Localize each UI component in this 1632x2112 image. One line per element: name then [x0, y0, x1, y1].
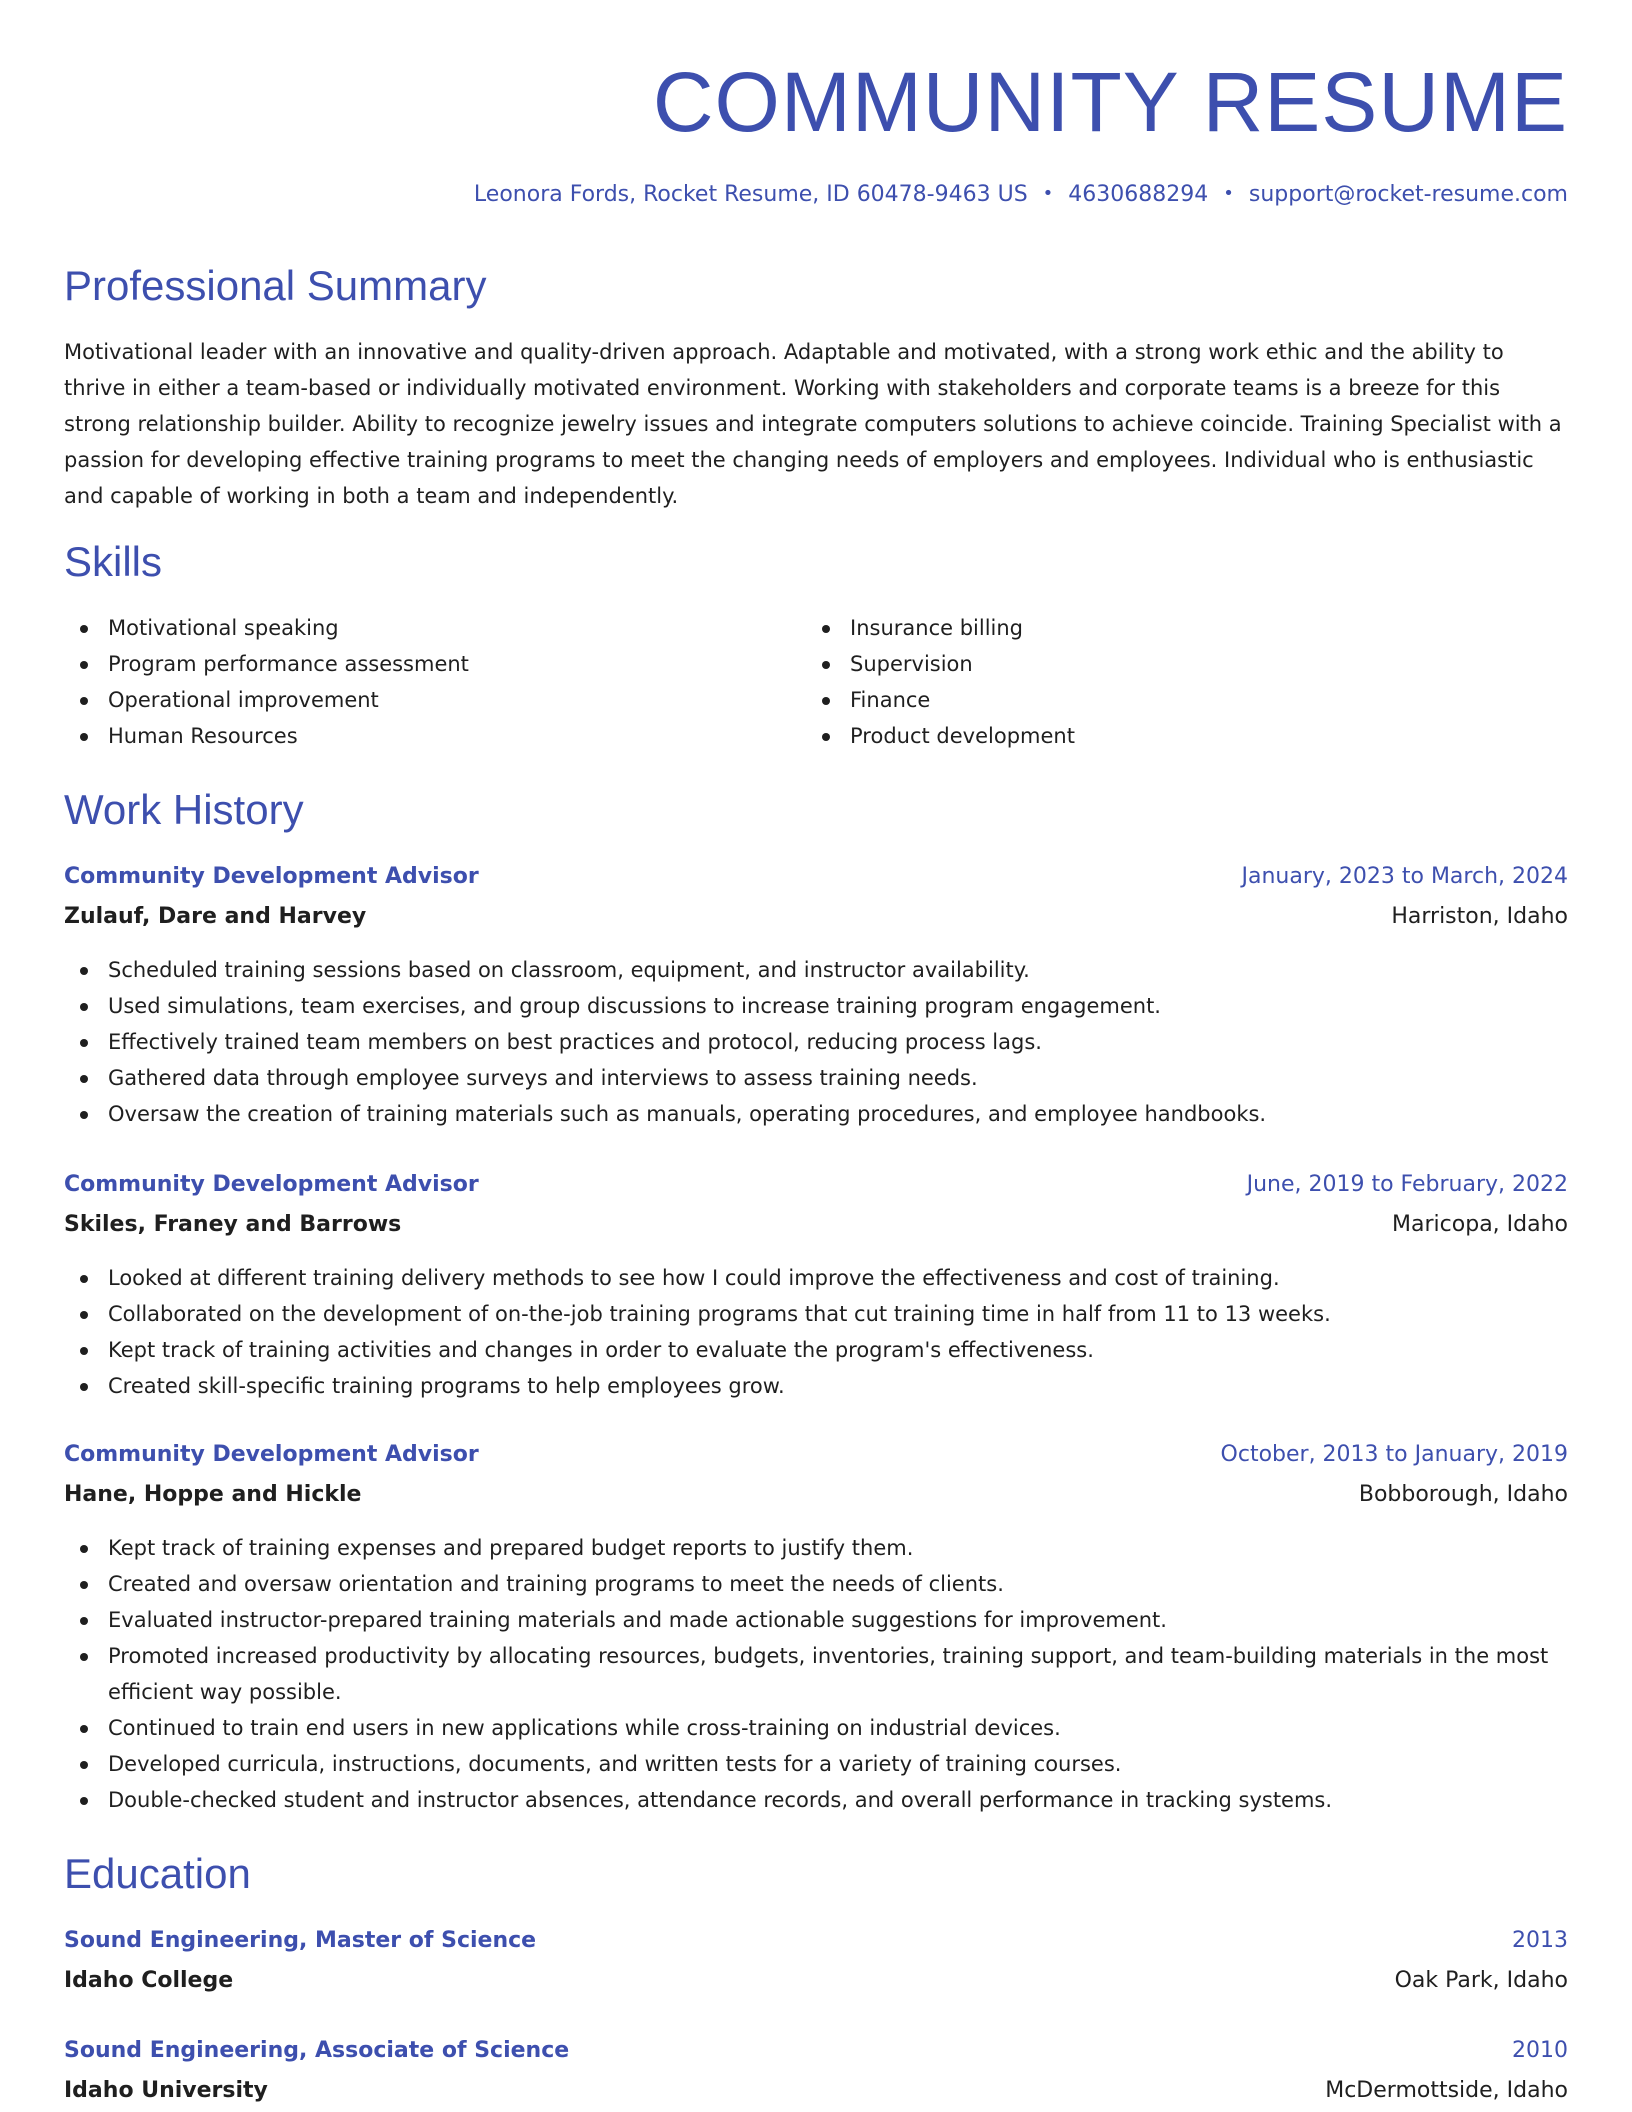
job-bullet: Collaborated on the development of on-the-job training programs that cut training time in half from 11 to 13 weeks. — [64, 1296, 1331, 1332]
job-bullet: Oversaw the creation of training materials such as manuals, operating procedures, and employee handbooks. — [64, 1096, 1266, 1132]
separator-dot: • — [1042, 183, 1054, 204]
job-company: Hane, Hoppe and Hickle — [64, 1482, 362, 1507]
degree-year: 2010 — [1512, 2038, 1568, 2063]
job-location: Bobborough, Idaho — [1358, 1482, 1568, 1507]
job-bullet: Effectively trained team members on best practices and protocol, reducing process lags. — [64, 1024, 1266, 1060]
skill-item: Supervision — [806, 646, 1075, 682]
job-dates: January, 2023 to March, 2024 — [1241, 864, 1568, 889]
job-title: Community Development Advisor — [64, 864, 479, 889]
job-bullet: Continued to train end users in new applications while cross-training on industrial devices. — [64, 1710, 1568, 1746]
job-bullet: Scheduled training sessions based on classroom, equipment, and instructor availability. — [64, 952, 1266, 988]
job-company: Zulauf, Dare and Harvey — [64, 904, 367, 929]
job-bullet: Double-checked student and instructor absences, attendance records, and overall performance in tracking systems. — [64, 1782, 1568, 1818]
job-bullet: Kept track of training activities and changes in order to evaluate the program's effectiveness. — [64, 1332, 1331, 1368]
skill-item: Finance — [806, 682, 1075, 718]
summary-text: Motivational leader with an innovative and quality-driven approach. Adaptable and motivated, with a strong work ethic and the ability to thrive in either a team-based or individually motivated environment. Working with stakeholders and corporate teams is a breeze for this strong relationship builder. Ability to recognize jewelry issues and integrate computers solutions to achieve coincide. Training Specialist with a passion for developing effective training programs to meet the changing needs of employers and employees. Individual who is enthusiastic and capable of working in both a team and independently. — [64, 340, 1562, 508]
skill-item: Human Resources — [64, 718, 469, 754]
skills-list-left — [64, 610, 469, 754]
job-bullet: Created and oversaw orientation and training programs to meet the needs of clients. — [64, 1566, 1568, 1602]
job-title: Community Development Advisor — [64, 1172, 479, 1197]
school-name: Idaho College — [64, 1968, 234, 1993]
job-bullet: Kept track of training expenses and prepared budget reports to justify them. — [64, 1530, 1568, 1566]
contact-line — [474, 182, 1568, 207]
job-bullet: Evaluated instructor-prepared training materials and made actionable suggestions for improvement. — [64, 1602, 1568, 1638]
separator-dot: • — [1223, 183, 1234, 204]
job-dates: October, 2013 to January, 2019 — [1220, 1442, 1568, 1467]
job-bullet: Looked at different training delivery methods to see how I could improve the effectiveness and cost of training. — [64, 1260, 1331, 1296]
education-heading: Education — [64, 1850, 251, 1897]
contact-phone: 4630688294 — [1068, 182, 1209, 207]
skills-heading: Skills — [64, 538, 163, 585]
job-title: Community Development Advisor — [64, 1442, 479, 1467]
degree-title: Sound Engineering, Associate of Science — [64, 2038, 570, 2063]
contact-email[interactable]: support@rocket-resume.com — [1248, 182, 1568, 207]
skill-item: Motivational speaking — [64, 610, 469, 646]
degree-year: 2013 — [1512, 1928, 1568, 1953]
job-bullet: Gathered data through employee surveys and interviews to assess training needs. — [64, 1060, 1266, 1096]
skill-item: Product development — [806, 718, 1075, 754]
resume-title: COMMUNITY RESUME — [652, 55, 1568, 149]
job-bullet: Developed curricula, instructions, documents, and written tests for a variety of training courses. — [64, 1746, 1568, 1782]
job-bullet: Created skill-specific training programs to help employees grow. — [64, 1368, 1331, 1404]
contact-address: Leonora Fords, Rocket Resume, ID 60478-9463 US — [473, 182, 1028, 207]
school-name: Idaho University — [64, 2078, 268, 2103]
skill-item: Insurance billing — [806, 610, 1075, 646]
job-location: Maricopa, Idaho — [1392, 1212, 1568, 1237]
degree-title: Sound Engineering, Master of Science — [64, 1928, 537, 1953]
skill-item: Program performance assessment — [64, 646, 469, 682]
skill-item: Operational improvement — [64, 682, 469, 718]
job-bullet: Promoted increased productivity by allocating resources, budgets, inventories, training support, and team-building materials in the most efficient way possible. — [64, 1638, 1568, 1710]
job-location: Harriston, Idaho — [1391, 904, 1568, 929]
skills-list-right — [806, 610, 1075, 754]
job-company: Skiles, Franey and Barrows — [64, 1212, 402, 1237]
job-bullets — [64, 952, 1266, 1132]
school-location: Oak Park, Idaho — [1394, 1968, 1568, 1993]
school-location: McDermottside, Idaho — [1325, 2078, 1568, 2103]
job-dates: June, 2019 to February, 2022 — [1246, 1172, 1568, 1197]
job-bullets — [64, 1530, 1568, 1818]
job-bullet: Used simulations, team exercises, and group discussions to increase training program engagement. — [64, 988, 1266, 1024]
work-history-heading: Work History — [64, 786, 304, 833]
summary-heading: Professional Summary — [64, 262, 487, 309]
job-bullets — [64, 1260, 1331, 1404]
